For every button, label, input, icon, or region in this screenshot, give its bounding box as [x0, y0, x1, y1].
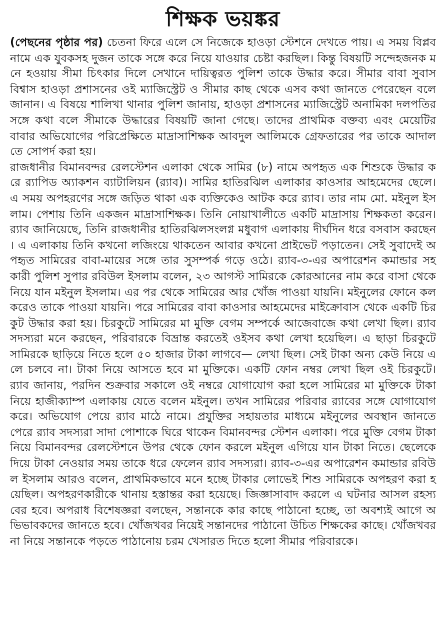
- paragraph-1-text: চেতনা ফিরে এলে সে নিজেকে হাওড়া স্টেশনে দেখতে পায়। এ সময় বিপ্লব নামে এক যুবকসহ দুজন তাকে সঙ্গে করে নিয়ে যাওয়ার চেষ্টা করছিল। কিন্তু বিষয়টি সন্দেহজনক মনে হওয়ায় সীমা চিৎকার দিলে সেখানে দায়িত্বরত পুলিশ তাকে উদ্ধার করে। সীমার বাবা সুবাস বিশ্বাস হাওড়া প্রশাসনের ওই ম্যাজিস্ট্রেট ও সীমার কাছ থেকে এসব কথা জানতে পেরেছেন বলে জানান। এ বিষয়ে শালিখা থানার পুলিশ জানায়, হাওড়া প্রশাসনের ম্যাজিস্ট্রেট অনামিকা দলপতির সঙ্গে কথা বলে সীমাকে উদ্ধারের বিষয়টি জানা গেছে। তাদের প্রাথমিক বক্তব্য এবং মেয়েটির বাবার অভিযোগের পরিপ্রেক্ষিতে মাদ্রাসাশিক্ষক আবদুল আলিমকে গ্রেফতারের পর তাকে আদালতে সোপর্দ করা হয়।: [10, 36, 436, 159]
- article-paragraph-2: রাজধানীর বিমানবন্দর রেলস্টেশন এলাকা থেকে সামির (৮) নামে অপহৃত এক শিশুকে উদ্ধার করে র‌্যাপিড অ্যাকশন ব্যাটালিয়ন (র‌্যাব)। সামির হাতিরঝিল এলাকার কাওসার আহমেদের ছেলে। এ সময় অপহরণের সঙ্গে জড়িত থাকা এক ব্যক্তিকেও আটক করে র‌্যাব। তার নাম মো. মইনুল ইসলাম। পেশায় তিনি একজন মাদ্রাসাশিক্ষক। তিনি নোয়াখালীতে একটি মাদ্রাসায় শিক্ষকতা করেন। র‌্যাব জানিয়েছে, তিনি রাজধানীর হাতিরঝিলসংলগ্ন মধুবাগ এলাকায় দীর্ঘদিন ধরে বসবাস করছেন। এ এলাকায় তিনি কখনো লজিংয়ে থাকতেন আবার কখনো প্রাইভেট পড়াতেন। সেই সুবাদেই অপহৃত সামিরের বাবা-মায়ের সঙ্গে তার সুসম্পর্ক গড়ে ওঠে। র‌্যাব-৩-এর অপারেশন কমান্ডার সহকারী পুলিশ সুপার রবিউল ইসলাম বলেন, ২৩ আগস্ট সামিরকে কোরআনের নাম করে বাসা থেকে নিয়ে যান মইনুল ইসলাম। এর পর থেকে সামিরের আর খোঁজ পাওয়া যায়নি। মইনুলের ফোনে কল করেও তাকে পাওয়া যায়নি। পরে সামিরের বাবা কাওসার আহমেদের মাইক্রোবাস থেকে একটি চিরকুট উদ্ধার করা হয়। চিরকুটে সামিরের মা মুক্তি বেগম সম্পর্কে আজেবাজে কথা লেখা ছিল। র‌্যাব সদস্যরা মনে করছেন, পরিবারকে বিভ্রান্ত করতেই ওইসব কথা লেখা হয়েছিল। এ ছাড়া চিরকুটে সামিরকে ছাড়িয়ে নিতে হলে ৫০ হাজার টাকা লাগবে— লেখা ছিল। সেই টাকা অন্য কেউ নিয়ে এলে চলবে না। টাকা নিয়ে আসতে হবে মা মুক্তিকে। একটি ফোন নম্বর লেখা ছিল ওই চিরকুটে। র‌্যাব জানায়, পরদিন শুক্রবার সকালে ওই নম্বরে যোগাযোগ করা হলে সামিরের মা মুক্তিকে টাকা নিয়ে হাজীক্যাম্প এলাকায় যেতে বলেন মইনুল। তখন সামিরের পরিবার র‌্যাবের সঙ্গে যোগাযোগ করে। অভিযোগ পেয়ে র‌্যাব মাঠে নামে। প্রযুক্তির সহায়তার মাধ্যমে মইনুলের অবস্থান জানতে পেরে র‌্যাব সদস্যরা সাদা পোশাকে ঘিরে থাকেন বিমানবন্দর স্টেশন এলাকা। পরে মুক্তি বেগম টাকা নিয়ে বিমানবন্দর রেলস্টেশনে উপর থেকে ফোন করলে মইনুল এগিয়ে যান টাকা নিতে। ছেলেকে দিয়ে টাকা নেওয়ার সময় তাকে ধরে ফেলেন র‌্যাব সদস্যরা। র‌্যাব-৩-এর অপারেশন কমান্ডার রবিউল ইসলাম আরও বলেন, প্রাথমিকভাবে মনে হচ্ছে টাকার লোভেই শিশু সামিরকে অপহরণ করা হয়েছিল। অপহরণকারীকে থানায় হস্তান্তর করা হয়েছে। জিজ্ঞাসাবাদ করলে এ ঘটনার আসল রহস্য বের হবে। অপরাধ বিশেষজ্ঞরা বলছেন, সন্তানকে কার কাছে পাঠানো হচ্ছে, তা অবশ্যই আগে অভিভাবকদের জানতে হবে। খোঁজখবর নিয়েই সন্তানদের পাঠানো উচিত শিক্ষকের কাছে। খোঁজখবর না নিয়ে সন্তানকে পড়তে পাঠানোয় চরম খেসারত দিতে হলো সীমার পরিবারকে।: [10, 160, 436, 548]
- article-headline: শিক্ষক ভয়ঙ্কর: [165, 7, 281, 31]
- continued-from-label: (পেছনের পৃষ্ঠার পর): [10, 36, 103, 49]
- article-body: [10, 35, 436, 550]
- article-paragraph-1: [10, 35, 436, 160]
